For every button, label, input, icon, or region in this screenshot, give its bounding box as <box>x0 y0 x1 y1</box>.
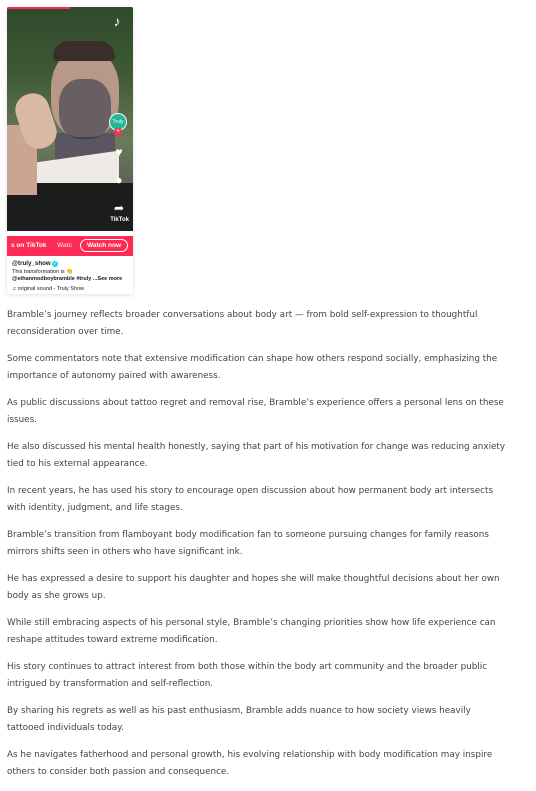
tiktok-username[interactable]: @truly_show <box>12 260 51 267</box>
watch-on-tiktok-bar[interactable] <box>7 236 133 256</box>
video-hair <box>53 41 115 61</box>
watch-now-button[interactable]: Watch now <box>80 239 128 252</box>
verified-check-icon: ✓ <box>53 260 58 267</box>
bar-text-faded: Watc <box>57 242 73 249</box>
tiktok-sound[interactable] <box>12 286 130 294</box>
tiktok-video[interactable] <box>7 7 133 231</box>
share-icon[interactable]: ➦ <box>113 201 125 215</box>
tiktok-embed[interactable] <box>7 7 133 294</box>
article-paragraph: He also discussed his mental health honestly, saying that part of his motivation for change was reducing anxiety tied to his external appearance. <box>7 442 506 469</box>
avatar-label: Truly <box>112 119 124 125</box>
bar-text: s on TikTok <box>11 242 47 249</box>
video-face-tattoo <box>59 79 111 139</box>
article-paragraph: As public discussions about tattoo regret and removal rise, Bramble’s experience offers a personal lens on these issues. <box>7 398 504 425</box>
article-paragraph: By sharing his regrets as well as his past enthusiasm, Bramble adds nuance to how society views heavily tattooed individuals today. <box>7 706 471 733</box>
article-paragraph: While still embracing aspects of his personal style, Bramble’s changing priorities show how life experience can reshape attitudes toward extreme modification. <box>7 618 496 645</box>
article-body <box>7 307 507 791</box>
tiktok-sound-label: original sound - Truly Show <box>17 285 84 292</box>
article-paragraph: As he navigates fatherhood and personal growth, his evolving relationship with body modification may inspire others to consider both passion and consequence. <box>7 750 493 777</box>
tiktok-meta <box>12 260 130 293</box>
article-paragraph: He has expressed a desire to support his daughter and hopes she will make thoughtful decisions about her own body as she grows up. <box>7 574 500 601</box>
heart-icon[interactable]: ♥ <box>115 145 123 159</box>
tiktok-tags[interactable]: @ethanmodboybramble #truly ...See more <box>12 276 123 282</box>
music-note-icon: ♫ <box>12 285 17 292</box>
article-paragraph: Some commentators note that extensive modification can shape how others respond socially, emphasizing the importance of autonomy paired with awareness. <box>7 354 498 381</box>
tiktok-watermark: TikTok <box>110 217 129 223</box>
article-paragraph: Bramble’s transition from flamboyant body modification fan to someone pursuing changes for family reasons mirrors shifts seen in others who have significant ink. <box>7 530 489 557</box>
tiktok-logo-icon: ♪ <box>113 13 121 29</box>
tiktok-caption: This transformation is 👏 <box>12 268 73 275</box>
comment-icon[interactable]: ● <box>115 173 123 187</box>
article-paragraph: His story continues to attract interest from both those within the body art community and the broader public intrigued by transformation and self-reflection. <box>7 662 488 689</box>
video-progress-bar <box>7 7 70 9</box>
article-paragraph: Bramble’s journey reflects broader conversations about body art — from bold self-expression to thoughtful reconsideration over time. <box>7 310 478 337</box>
article-paragraph: In recent years, he has used his story to encourage open discussion about how permanent body art intersects with identity, judgment, and life stages. <box>7 486 494 513</box>
follow-plus-icon[interactable]: + <box>115 128 121 135</box>
